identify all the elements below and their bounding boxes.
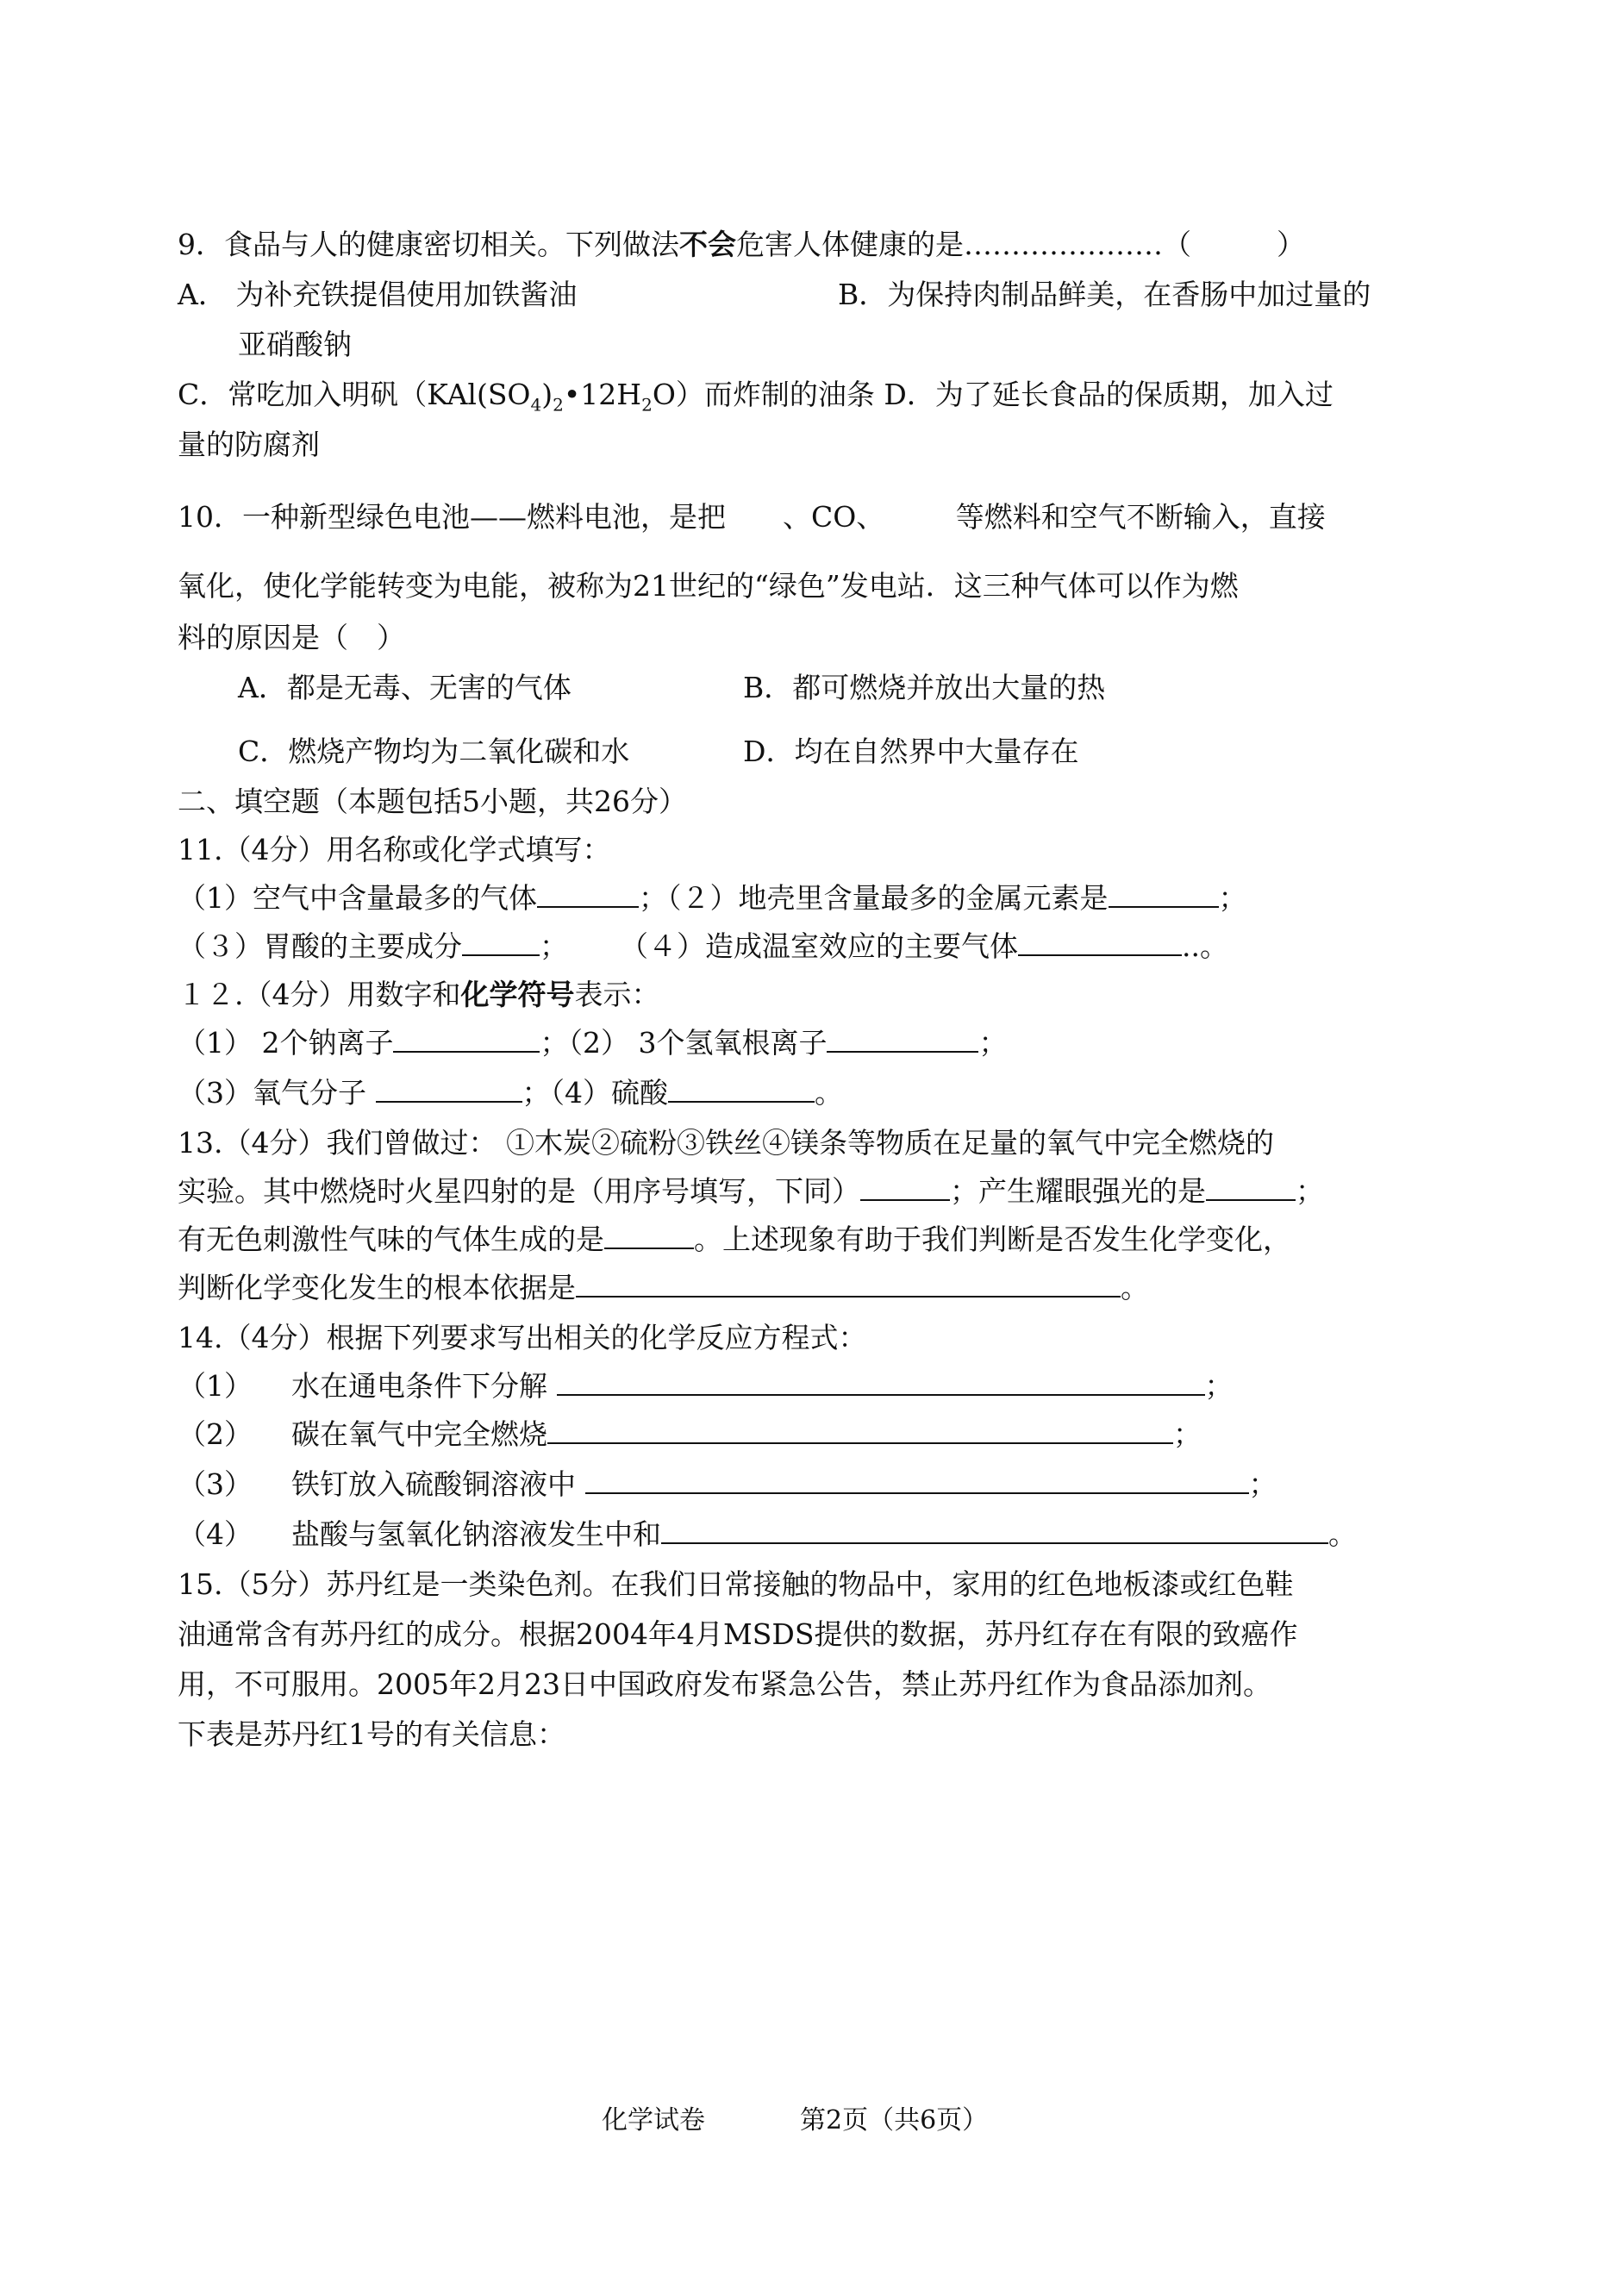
answer-blank[interactable] <box>1018 930 1182 956</box>
q9-emphasis: 不会 <box>679 228 736 261</box>
answer-blank[interactable] <box>537 882 639 908</box>
answer-blank[interactable] <box>1206 1175 1296 1201</box>
q9-option-c: C．常吃加入明矾$(KAl(SO_4)_2•12H_2O)$而炸制的油条 D．为了延长食品的保质期，加入过 <box>178 378 1334 416</box>
q12-part1: （1） 2个钠离子 ；（2） 3个氢氧根离子 ； <box>178 1026 1008 1060</box>
footer-page-number: 第2页（共6页） <box>800 2105 989 2136</box>
q9-option-b-cont: 亚硝酸钠 <box>238 328 352 361</box>
q10-stem-line1: 10．一种新型绿色电池——燃料电池，是把 、CO、 等燃料和空气不断输入，直接 <box>178 500 1326 534</box>
q14-stem: 14.（4分）根据下列要求写出相关的化学反应方程式： <box>178 1321 867 1354</box>
answer-blank[interactable] <box>462 930 540 956</box>
q10-option-d: D．均在自然界中大量存在 <box>743 735 1079 768</box>
answer-blank[interactable] <box>376 1077 522 1103</box>
q10-option-a: A．都是无毒、无害的气体 <box>238 671 572 704</box>
answer-blank[interactable] <box>547 1418 1173 1444</box>
q14-item: （4） 盐酸与氢氧化钠溶液发生中和 。 <box>178 1517 1357 1551</box>
q9-stem: 9．食品与人的健康密切相关。下列做法不会危害人体健康的是…………………（ ） <box>178 228 1305 261</box>
q12-part3: （3）氧气分子 ；（4）硫酸 。 <box>178 1076 843 1110</box>
q13-line1: 13.（4分）我们曾做过： ①木炭②硫粉③铁丝④镁条等物质在足量的氧气中完全燃烧的 <box>178 1126 1274 1160</box>
q15-line4: 下表是苏丹红1号的有关信息： <box>178 1717 565 1751</box>
q11-stem: 11.（4分）用名称或化学式填写： <box>178 833 611 866</box>
q10-stem-line3: 料的原因是（ ） <box>178 621 405 654</box>
section-title: 二、填空题（本题包括5小题，共26分） <box>178 785 687 818</box>
q15-line3: 用，不可服用。2005年2月23日中国政府发布紧急公告，禁止苏丹红作为食品添加剂。 <box>178 1667 1271 1701</box>
q15-line1: 15.（5分）苏丹红是一类染色剂。在我们日常接触的物品中，家用的红色地板漆或红色鞋 <box>178 1567 1294 1601</box>
answer-blank[interactable] <box>661 1518 1328 1544</box>
q13-line2: 实验。其中燃烧时火星四射的是（用序号填写，下同） ；产生耀眼强光的是 ； <box>178 1174 1324 1208</box>
answer-blank[interactable] <box>604 1223 694 1249</box>
q14-item: （1） 水在通电条件下分解 ； <box>178 1369 1234 1403</box>
q13-line3: 有无色刺激性气味的气体生成的是 。上述现象有助于我们判断是否发生化学变化， <box>178 1223 1291 1256</box>
q9-option-d-cont: 量的防腐剂 <box>178 428 320 461</box>
answer-blank[interactable] <box>860 1175 950 1201</box>
answer-blank[interactable] <box>557 1370 1205 1396</box>
answer-blank[interactable] <box>668 1077 815 1103</box>
answer-blank[interactable] <box>827 1027 978 1053</box>
q11-part1: （1）空气中含量最多的气体 ；（２）地壳里含量最多的金属元素是 ； <box>178 881 1247 915</box>
answer-blank[interactable] <box>576 1272 1121 1298</box>
q11-part3: （３）胃酸的主要成分 ； （４）造成温室效应的主要气体 ..。 <box>178 929 1228 963</box>
q12-stem: １２.（4分）用数字和化学符号表示： <box>178 978 660 1011</box>
footer-subject: 化学试卷 <box>602 2105 705 2136</box>
q10-option-b: B．都可燃烧并放出大量的热 <box>743 671 1106 704</box>
answer-blank[interactable] <box>1109 882 1219 908</box>
q10-option-c: C．燃烧产物均为二氧化碳和水 <box>238 735 630 768</box>
q9-option-b: B．为保持肉制品鲜美，在香肠中加过量的 <box>838 278 1371 311</box>
q15-line2: 油通常含有苏丹红的成分。根据2004年4月MSDS提供的数据，苏丹红存在有限的致癌作 <box>178 1617 1298 1651</box>
q14-item: （2） 碳在氧气中完全燃烧 ； <box>178 1417 1202 1451</box>
q13-line4: 判断化学变化发生的根本依据是 。 <box>178 1271 1149 1304</box>
q10-stem-line2: 氧化，使化学能转变为电能，被称为21世纪的“绿色”发电站．这三种气体可以作为燃 <box>178 569 1239 603</box>
q14-item: （3） 铁钉放入硫酸铜溶液中 ； <box>178 1467 1277 1501</box>
answer-blank[interactable] <box>585 1468 1249 1494</box>
answer-blank[interactable] <box>393 1027 540 1053</box>
q9-option-a: A． 为补充铁提倡使用加铁酱油 <box>178 278 578 311</box>
